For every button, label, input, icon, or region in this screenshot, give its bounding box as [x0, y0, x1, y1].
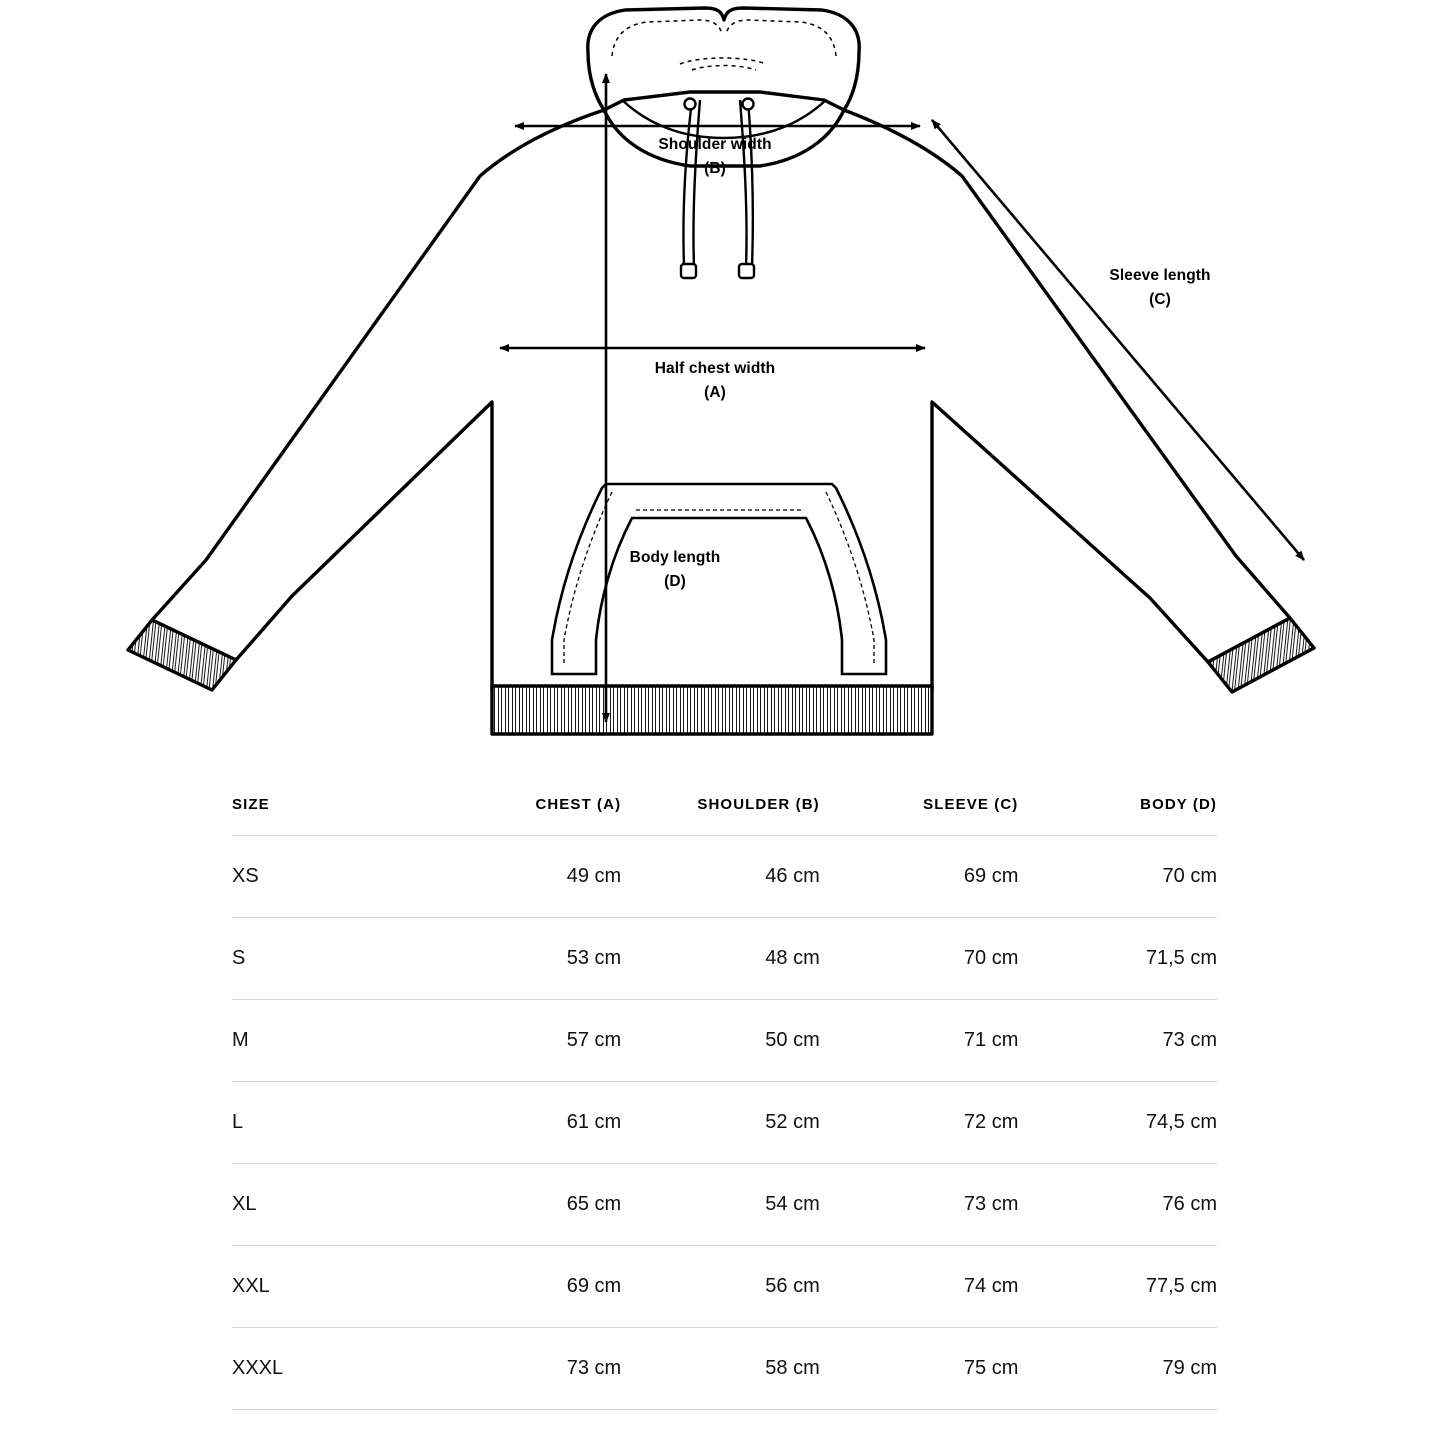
label-half-chest-width-line2: (A) [704, 384, 726, 402]
table-row [232, 1082, 1217, 1164]
cell-chest: 61 cm [423, 1082, 622, 1164]
cell-size: XXL [232, 1246, 423, 1328]
cell-chest: 69 cm [423, 1246, 622, 1328]
label-body-length-line2: (D) [664, 573, 686, 591]
cell-shoulder: 50 cm [621, 1000, 820, 1082]
cell-shoulder: 46 cm [621, 836, 820, 918]
label-sleeve-length-line1: Sleeve length [1109, 267, 1211, 284]
label-sleeve-length-line2: (C) [1149, 291, 1171, 309]
cell-sleeve: 70 cm [820, 918, 1019, 1000]
cell-body: 73 cm [1018, 1000, 1217, 1082]
cell-sleeve: 71 cm [820, 1000, 1019, 1082]
header-body: BODY (D) [1018, 773, 1217, 836]
cell-shoulder: 48 cm [621, 918, 820, 1000]
table-header-row [232, 773, 1217, 836]
cell-body: 74,5 cm [1018, 1082, 1217, 1164]
cell-shoulder: 54 cm [621, 1164, 820, 1246]
table-row [232, 1164, 1217, 1246]
cell-shoulder: 56 cm [621, 1246, 820, 1328]
table-row [232, 1000, 1217, 1082]
header-sleeve: SLEEVE (C) [820, 773, 1019, 836]
cell-sleeve: 69 cm [820, 836, 1019, 918]
cell-sleeve: 72 cm [820, 1082, 1019, 1164]
label-shoulder-width-line2: (B) [704, 160, 726, 178]
cell-size: L [232, 1082, 423, 1164]
cell-body: 70 cm [1018, 836, 1217, 918]
table-row [232, 1246, 1217, 1328]
label-sleeve-length [1070, 264, 1250, 312]
cell-size: S [232, 918, 423, 1000]
size-table [232, 773, 1217, 1410]
label-body-length [585, 546, 765, 594]
cell-body: 77,5 cm [1018, 1246, 1217, 1328]
cell-shoulder: 52 cm [621, 1082, 820, 1164]
size-table-body [232, 836, 1217, 1410]
cell-chest: 57 cm [423, 1000, 622, 1082]
size-table-head [232, 773, 1217, 836]
cell-chest: 73 cm [423, 1328, 622, 1410]
label-shoulder-width [615, 133, 815, 181]
cell-chest: 65 cm [423, 1164, 622, 1246]
header-chest: CHEST (A) [423, 773, 622, 836]
cell-sleeve: 73 cm [820, 1164, 1019, 1246]
header-size: SIZE [232, 773, 423, 836]
size-table-container [232, 773, 1217, 1410]
label-half-chest-width [610, 357, 820, 405]
table-row [232, 836, 1217, 918]
label-shoulder-width-line1: Shoulder width [658, 136, 772, 153]
cell-shoulder: 58 cm [621, 1328, 820, 1410]
cell-body: 76 cm [1018, 1164, 1217, 1246]
label-body-length-line1: Body length [629, 549, 721, 566]
cell-size: XXXL [232, 1328, 423, 1410]
cell-size: XL [232, 1164, 423, 1246]
table-row [232, 1328, 1217, 1410]
cell-chest: 49 cm [423, 836, 622, 918]
cell-sleeve: 74 cm [820, 1246, 1019, 1328]
cell-body: 71,5 cm [1018, 918, 1217, 1000]
cell-size: M [232, 1000, 423, 1082]
label-half-chest-width-line1: Half chest width [654, 360, 776, 377]
table-row [232, 918, 1217, 1000]
cell-chest: 53 cm [423, 918, 622, 1000]
cell-size: XS [232, 836, 423, 918]
header-shoulder: SHOULDER (B) [621, 773, 820, 836]
cell-body: 79 cm [1018, 1328, 1217, 1410]
cell-sleeve: 75 cm [820, 1328, 1019, 1410]
